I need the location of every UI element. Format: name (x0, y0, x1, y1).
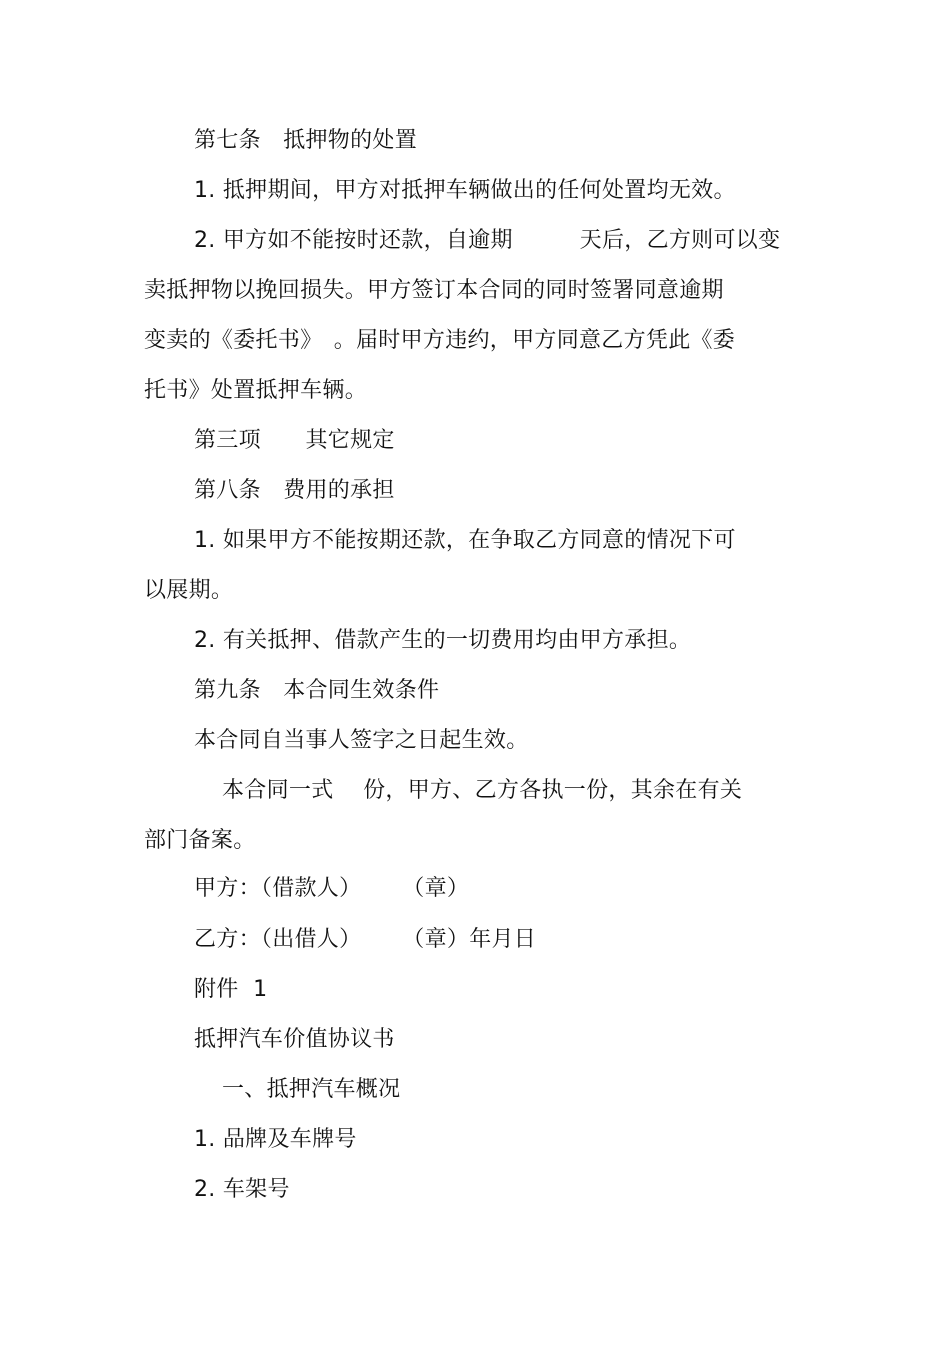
copies-clause-line-2: 部门备案。 (144, 828, 256, 853)
article-7-clause-1: 1. 抵押期间，甲方对抵押车辆做出的任何处置均无效。 (194, 178, 736, 203)
article-7-clause-2-line-3: 变卖的《委托书》 。届时甲方违约，甲方同意乙方凭此《委 (144, 328, 736, 353)
article-8-clause-1-line-2: 以展期。 (144, 578, 234, 603)
article-9-text: 本合同自当事人签字之日起生效。 (194, 728, 529, 753)
attachment-label: 附件 1 (194, 977, 268, 1002)
party-b-signature-line: 乙方：（出借人） （章）年月日 (194, 927, 537, 952)
copies-clause-line-1: 本合同一式 份，甲方、乙方各执一份，其余在有关 (222, 778, 743, 803)
article-7-heading: 第七条 抵押物的处置 (194, 128, 418, 153)
article-7-clause-2-line-2: 卖抵押物以挽回损失。甲方签订本合同的同时签署同意逾期 (144, 278, 724, 303)
section-3-heading: 第三项 其它规定 (194, 428, 395, 453)
article-7-clause-2-line-4: 托书》处置抵押车辆。 (144, 378, 368, 403)
attachment-item-2: 2. 车架号 (194, 1177, 290, 1202)
article-9-heading: 第九条 本合同生效条件 (194, 678, 440, 703)
party-a-signature-line: 甲方：（借款人） （章） (194, 876, 470, 901)
attachment-item-1: 1. 品牌及车牌号 (194, 1127, 357, 1152)
attachment-section-1-heading: 一、抵押汽车概况 (222, 1077, 401, 1102)
article-8-heading: 第八条 费用的承担 (194, 478, 395, 503)
attachment-title: 抵押汽车价值协议书 (194, 1027, 395, 1052)
article-8-clause-2: 2. 有关抵押、借款产生的一切费用均由甲方承担。 (194, 628, 692, 653)
article-7-clause-2-line-1: 2. 甲方如不能按时还款，自逾期 天后，乙方则可以变 (194, 228, 781, 253)
article-8-clause-1-line-1: 1. 如果甲方不能按期还款，在争取乙方同意的情况下可 (194, 528, 736, 553)
